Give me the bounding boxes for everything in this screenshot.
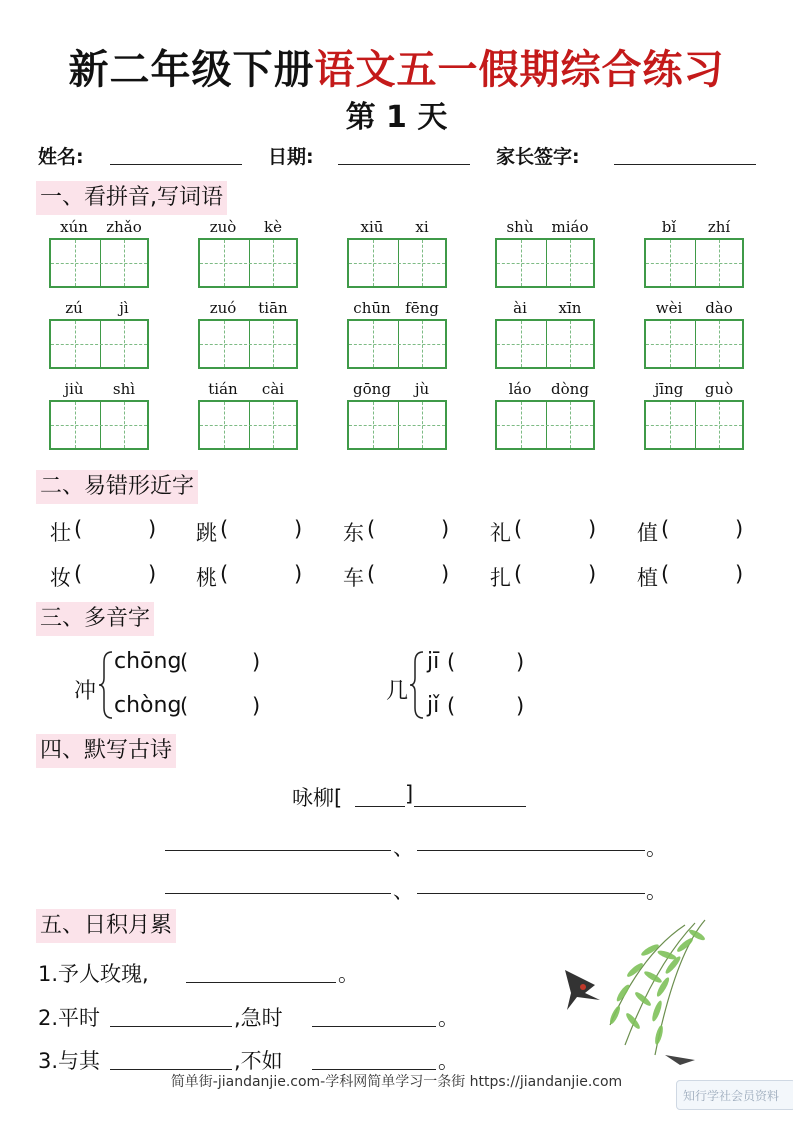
pinyin-label: tián <box>208 380 238 398</box>
writing-grid[interactable] <box>644 319 744 369</box>
similar-char: 妆 <box>50 566 71 590</box>
poem-line-blank[interactable] <box>417 893 645 894</box>
daily-line-3-mid: ,不如 <box>234 1049 283 1073</box>
pinyin-label: zhí <box>707 218 731 236</box>
pinyin-label: ài <box>513 299 527 317</box>
pinyin-label: miáo <box>551 218 589 236</box>
poem-line-blank[interactable] <box>417 850 645 851</box>
paren-close: ) <box>441 517 450 541</box>
writing-grid[interactable] <box>495 400 595 450</box>
pinyin-label: jì <box>119 299 129 317</box>
polyphone-a-pinyin-1: chōng <box>114 649 182 674</box>
paren-close: ) <box>441 562 450 586</box>
pinyin-label: xún <box>60 218 88 236</box>
pinyin-label: shù <box>506 218 534 236</box>
similar-char: 值 <box>637 521 658 545</box>
daily-line-2-end: 。 <box>438 1006 459 1030</box>
writing-grid[interactable] <box>495 238 595 288</box>
date-field[interactable] <box>338 164 470 165</box>
paren-open: ( <box>367 517 376 541</box>
pinyin-label: guò <box>704 380 734 398</box>
poem-period: 。 <box>646 836 667 860</box>
pinyin-label: gōng <box>353 380 391 398</box>
pinyin-label: xīn <box>558 299 582 317</box>
paren-close: ) <box>516 694 525 718</box>
similar-char: 礼 <box>490 521 511 545</box>
section-3-heading: 三、多音字 <box>36 602 154 636</box>
paren-open: ( <box>447 650 456 674</box>
similar-char: 桃 <box>196 566 217 590</box>
poem-line-blank[interactable] <box>165 893 391 894</box>
brace-icon <box>409 650 425 720</box>
poem-title: 咏柳[ <box>292 786 343 810</box>
daily-line-3-start: 3.与其 <box>38 1049 101 1073</box>
pinyin-label: jiù <box>64 380 84 398</box>
sign-field[interactable] <box>614 164 756 165</box>
paren-close: ) <box>148 562 157 586</box>
watermark-stamp: 知行学社会员资料 <box>676 1080 793 1110</box>
polyphone-char-a: 冲 <box>74 679 97 704</box>
paren-close: ) <box>735 517 744 541</box>
pinyin-label: dòng <box>551 380 589 398</box>
pinyin-label: xi <box>415 218 429 236</box>
sign-label: 家长签字: <box>496 146 580 168</box>
title-black: 新二年级下册 <box>68 47 315 93</box>
page-title <box>0 38 793 95</box>
daily-blank[interactable] <box>312 1026 436 1027</box>
daily-line-3-end: 。 <box>438 1049 459 1073</box>
similar-char: 壮 <box>50 521 71 545</box>
name-label: 姓名: <box>38 146 84 168</box>
similar-char: 跳 <box>196 521 217 545</box>
paren-open: ( <box>514 562 523 586</box>
pinyin-label: zú <box>65 299 83 317</box>
pinyin-label: xiū <box>360 218 384 236</box>
paren-close: ) <box>294 517 303 541</box>
paren-open: ( <box>367 562 376 586</box>
pinyin-label: chūn <box>353 299 391 317</box>
daily-blank[interactable] <box>312 1069 436 1070</box>
day-label: 第 1 天 <box>345 100 448 135</box>
daily-blank[interactable] <box>110 1069 232 1070</box>
paren-open: ( <box>180 650 189 674</box>
pinyin-label: dào <box>705 299 733 317</box>
writing-grid[interactable] <box>347 319 447 369</box>
daily-line-1-end: 。 <box>338 962 359 986</box>
daily-line-2-mid: ,急时 <box>234 1006 283 1030</box>
pinyin-label: bǐ <box>661 218 677 236</box>
polyphone-b-pinyin-2: jǐ <box>427 693 440 718</box>
similar-char: 扎 <box>490 566 511 590</box>
brace-icon <box>98 650 114 720</box>
paren-open: ( <box>447 694 456 718</box>
writing-grid[interactable] <box>495 319 595 369</box>
writing-grid[interactable] <box>198 238 298 288</box>
pinyin-label: láo <box>508 380 532 398</box>
paren-open: ( <box>220 562 229 586</box>
daily-blank[interactable] <box>186 982 336 983</box>
paren-open: ( <box>514 517 523 541</box>
polyphone-b-pinyin-1: jī <box>427 649 440 674</box>
poem-comma: 、 <box>393 836 414 860</box>
paren-open: ( <box>220 517 229 541</box>
pinyin-label: zuó <box>209 299 237 317</box>
paren-open: ( <box>661 517 670 541</box>
pinyin-label: wèi <box>655 299 683 317</box>
pinyin-label: shì <box>112 380 136 398</box>
poem-author-blank[interactable] <box>355 806 405 807</box>
writing-grid[interactable] <box>49 319 149 369</box>
pinyin-label: zuò <box>209 218 237 236</box>
poem-dynasty-blank[interactable] <box>414 806 526 807</box>
writing-grid[interactable] <box>347 400 447 450</box>
section-5-heading: 五、日积月累 <box>36 909 176 943</box>
writing-grid[interactable] <box>198 400 298 450</box>
pinyin-label: jīng <box>654 380 684 398</box>
pinyin-label: tiān <box>258 299 288 317</box>
pinyin-label: fēng <box>405 299 439 317</box>
writing-grid[interactable] <box>198 319 298 369</box>
pinyin-label: jù <box>414 380 430 398</box>
paren-close: ) <box>252 694 261 718</box>
daily-line-1-start: 1.予人玫瑰, <box>38 962 149 986</box>
polyphone-char-b: 几 <box>386 679 409 704</box>
footer-watermark: 简单街-jiandanjie.com-学科网简单学习一条街 https://jiandanjie.com <box>170 1074 623 1090</box>
section-2-heading: 二、易错形近字 <box>36 470 198 504</box>
pinyin-label: cài <box>261 380 285 398</box>
poem-line-blank[interactable] <box>165 850 391 851</box>
writing-grid[interactable] <box>49 400 149 450</box>
similar-char: 车 <box>343 566 364 590</box>
writing-grid[interactable] <box>347 238 447 288</box>
writing-grid[interactable] <box>644 238 744 288</box>
similar-char: 植 <box>637 566 658 590</box>
poem-comma: 、 <box>393 879 414 903</box>
paren-open: ( <box>74 517 83 541</box>
paren-close: ) <box>148 517 157 541</box>
paren-close: ) <box>735 562 744 586</box>
name-field[interactable] <box>110 164 242 165</box>
poem-title-close: ] <box>405 782 414 806</box>
daily-line-2-start: 2.平时 <box>38 1006 101 1030</box>
title-red: 语文五一假期综合练习 <box>314 47 725 93</box>
willow-swallow-illustration <box>555 915 715 1065</box>
paren-open: ( <box>180 694 189 718</box>
paren-close: ) <box>294 562 303 586</box>
section-1-heading: 一、看拼音,写词语 <box>36 181 227 215</box>
pinyin-label: kè <box>264 218 282 236</box>
paren-close: ) <box>588 562 597 586</box>
pinyin-label: zhǎo <box>106 218 142 236</box>
similar-char: 东 <box>343 521 364 545</box>
section-4-heading: 四、默写古诗 <box>36 734 176 768</box>
paren-open: ( <box>661 562 670 586</box>
polyphone-a-pinyin-2: chòng <box>114 693 182 718</box>
paren-close: ) <box>516 650 525 674</box>
daily-blank[interactable] <box>110 1026 232 1027</box>
writing-grid[interactable] <box>644 400 744 450</box>
paren-open: ( <box>74 562 83 586</box>
paren-close: ) <box>252 650 261 674</box>
writing-grid[interactable] <box>49 238 149 288</box>
date-label: 日期: <box>268 146 314 168</box>
paren-close: ) <box>588 517 597 541</box>
poem-period: 。 <box>646 879 667 903</box>
